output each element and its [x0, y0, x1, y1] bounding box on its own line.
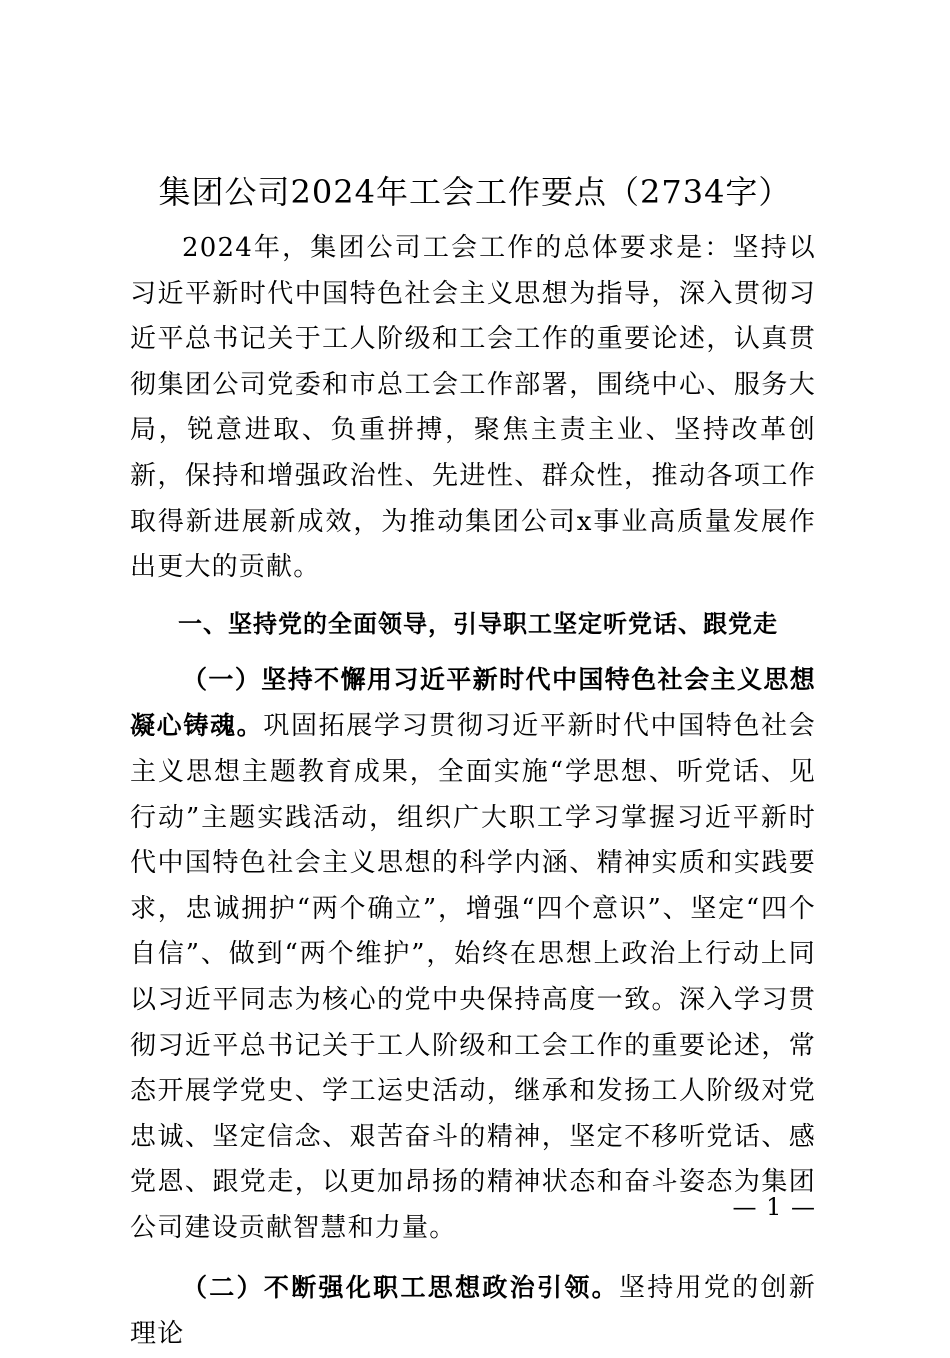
item-2-text: 坚持用党的创新理论: [130, 1273, 817, 1350]
section-1-item-1: [130, 657, 816, 1252]
item-1-lead: （一）坚持不懈用习近平新时代中国特色社会主义思想凝心铸魂。: [130, 664, 816, 741]
item-1-text: 巩固拓展学习贯彻习近平新时代中国特色社会主义思想主题教育成果，全面实施“学思想、听党话、见行动”主题实践活动，组织广大职工学习掌握习近平新时代中国特色社会主义思想的科学内涵、精神实质和实践要求，忠诚拥护“两个确立”，增强“四个意识”、坚定“四个自信”、做到“两个维护”，始终在思想上政治上行动上同以习近平同志为核心的党中央保持高度一致。深入学习贯彻习近平总书记关于工人阶级和工会工作的重要论述，常态开展学党史、学工运史活动，继承和发扬工人阶级对党忠诚、坚定信念、艰苦奋斗的精神，坚定不移听党话、感党恩、跟党走，以更加昂扬的精神状态和奋斗姿态为集团公司建设贡献智慧和力量。: [130, 711, 816, 1243]
item-2-lead: （二）不断强化职工思想政治引领。: [182, 1273, 619, 1303]
page-number: — 1 —: [732, 1193, 816, 1221]
intro-paragraph: 2024年，集团公司工会工作的总体要求是：坚持以习近平新时代中国特色社会主义思想为指导，深入贯彻习近平总书记关于工人阶级和工会工作的重要论述，认真贯彻集团公司党委和市总工会工作部署，围绕中心、服务大局，锐意进取、负重拼搏，聚焦主责主业、坚持改革创新，保持和增强政治性、先进性、群众性，推动各项工作取得新进展新成效，为推动集团公司x事业高质量发展作出更大的贡献。: [130, 233, 816, 583]
document-title: 集团公司2024年工会工作要点（2734字）: [158, 173, 792, 211]
document-body: [130, 226, 816, 1358]
section-heading-1: 一、坚持党的全面领导，引导职工坚定听党话、跟党走: [178, 609, 778, 638]
